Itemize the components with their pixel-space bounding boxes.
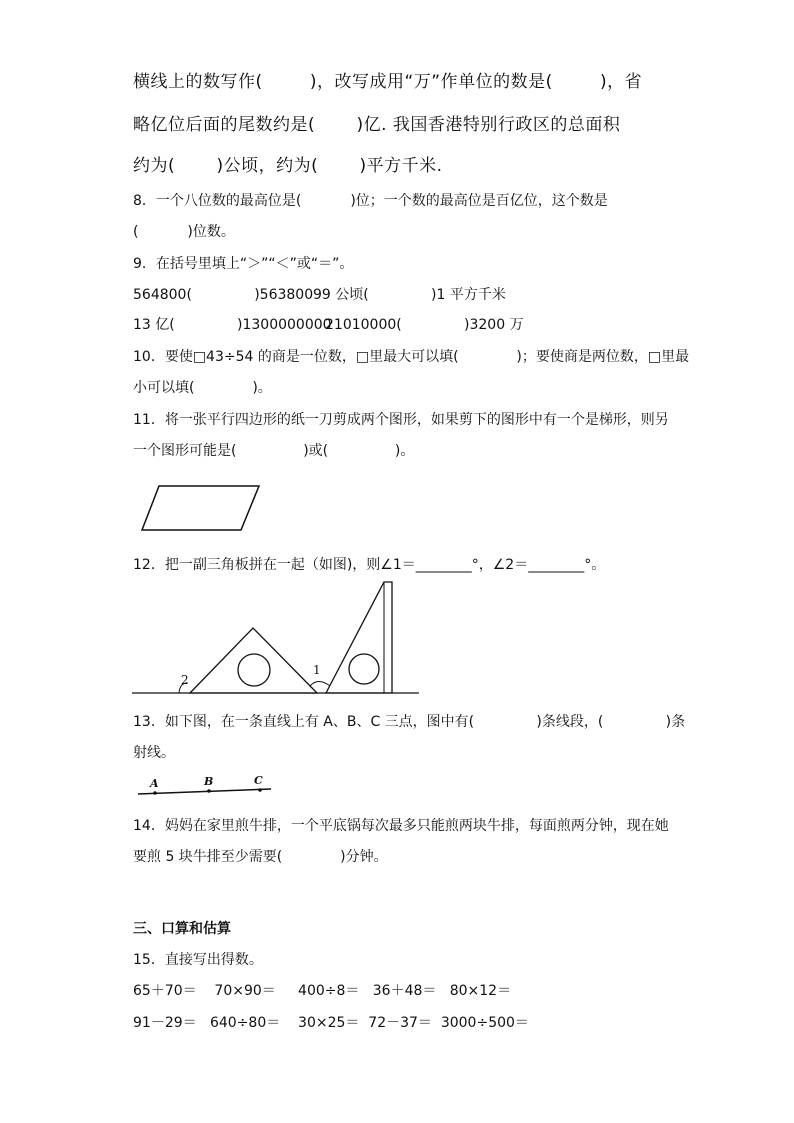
right-set-square bbox=[326, 582, 392, 693]
angle-1-label: 1 bbox=[313, 663, 321, 677]
parallelogram-figure bbox=[140, 484, 270, 534]
angle-1-arc bbox=[310, 682, 330, 687]
section3-title: 三、口算和估算 bbox=[133, 921, 231, 937]
q11-line2: 一个图形可能是( )或( )。 bbox=[133, 443, 415, 459]
parallelogram-shape bbox=[142, 486, 259, 530]
point-a-dot bbox=[153, 791, 157, 795]
q7-line3: 约为( )公顷，约为( )平方千米. bbox=[133, 156, 443, 176]
point-b-dot bbox=[207, 789, 211, 793]
q7-line2: 略亿位后面的尾数约是( )亿. 我国香港特别行政区的总面积 bbox=[133, 115, 621, 135]
q15-row2: 91－29＝ 640÷80＝ 30×25＝ 72－37＝ 3000÷500＝ bbox=[133, 1015, 529, 1031]
point-b-label: B bbox=[204, 775, 214, 788]
q10-line2: 小可以填( )。 bbox=[133, 380, 272, 396]
q9-row1b: 99 公顷( )1 平方千米 bbox=[313, 287, 506, 303]
q14-line1: 14．妈妈在家里煎牛排，一个平底锅每次最多只能煎两块牛排，每面煎两分钟，现在她 bbox=[133, 818, 669, 834]
q14-line2: 要煎 5 块牛排至少需要( )分钟。 bbox=[133, 849, 388, 865]
q13-line1: 13．如下图，在一条直线上有 A、B、C 三点，图中有( )条线段，( )条 bbox=[133, 714, 686, 730]
q10-line1: 10．要使□43÷54 的商是一位数，□里最大可以填( )；要使商是两位数，□里最 bbox=[133, 349, 690, 365]
point-c-dot bbox=[258, 788, 262, 792]
q15-line1: 15．直接写出得数。 bbox=[133, 952, 263, 968]
q15-row1: 65＋70＝ 70×90＝ 400÷8＝ 36＋48＝ 80×12＝ bbox=[133, 983, 512, 999]
q9-row2a: 13 亿( )1300000000 bbox=[133, 317, 332, 333]
triangle-boards-figure bbox=[130, 580, 430, 700]
isosceles-set-square bbox=[190, 628, 317, 693]
q8-line2: ( )位数。 bbox=[133, 224, 235, 240]
q9-row2b: 21010000( )3200 万 bbox=[325, 317, 524, 333]
q8-line1: 8．一个八位数的最高位是( )位；一个数的最高位是百亿位，这个数是 bbox=[133, 193, 608, 209]
right-square-hole bbox=[349, 654, 379, 684]
isosceles-square-hole bbox=[238, 654, 270, 686]
angle-2-label: 2 bbox=[181, 673, 189, 687]
q13-line2: 射线。 bbox=[133, 745, 175, 761]
q7-line1: 横线上的数写作( )，改写成用“万”作单位的数是( )，省 bbox=[133, 72, 643, 92]
line-abc-figure bbox=[134, 772, 284, 802]
q11-line1: 11．将一张平行四边形的纸一刀剪成两个图形，如果剪下的图形中有一个是梯形，则另 bbox=[133, 412, 669, 428]
point-c-label: C bbox=[254, 774, 263, 787]
q9-line1: 9．在括号里填上“＞”“＜”或“＝”。 bbox=[133, 256, 354, 272]
q9-row1a: 564800( )563800 bbox=[133, 287, 314, 303]
point-a-label: A bbox=[150, 777, 159, 790]
q12-line1: 12．把一副三角板拼在一起（如图)，则∠1＝________°，∠2＝________°。 bbox=[133, 557, 606, 573]
